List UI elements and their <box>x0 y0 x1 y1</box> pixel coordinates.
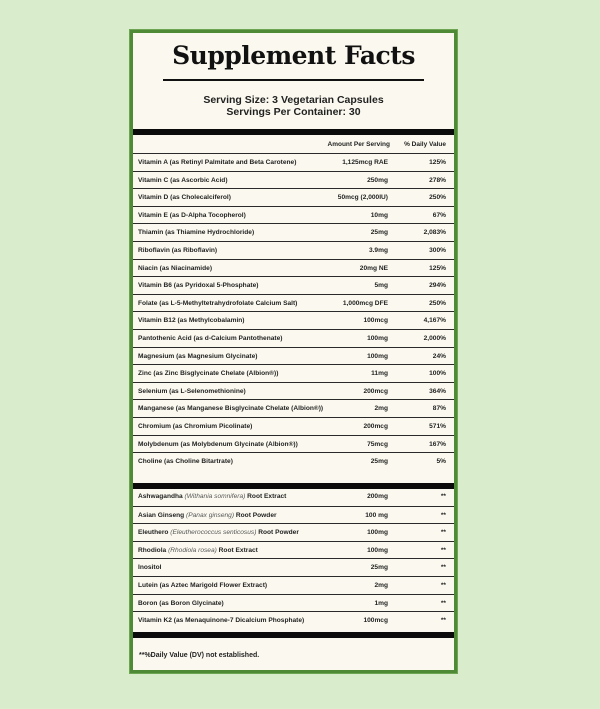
table-row <box>133 382 454 400</box>
table-row <box>133 488 454 506</box>
title-divider <box>163 79 424 81</box>
amount-per-serving: 100mg <box>367 334 388 342</box>
daily-value: 364% <box>429 387 446 395</box>
dv-header: % Daily Value <box>404 141 446 148</box>
ingredient-latin-name: (Eleutherococcus senticosus) <box>170 529 257 537</box>
ingredient-common-name: Asian Ginseng <box>138 511 185 519</box>
ingredient-name: Vitamin D (as Cholecalciferol) <box>138 194 231 202</box>
ingredient-name: Chromium (as Chromium Picolinate) <box>138 422 253 430</box>
ingredient-name <box>138 493 286 500</box>
table-row <box>133 171 454 189</box>
table-row <box>133 541 454 559</box>
amount-per-serving: 2mg <box>374 581 388 589</box>
ingredient-name: Zinc (as Zinc Bisglycinate Chelate (Albion®)) <box>138 370 279 378</box>
ingredient-name: Vitamin E (as D-Alpha Tocopherol) <box>138 211 246 219</box>
vitamin-table <box>133 153 454 470</box>
other-ingredients-table <box>133 488 454 629</box>
table-row <box>133 206 454 224</box>
ingredient-name: Vitamin C (as Ascorbic Acid) <box>138 176 228 184</box>
daily-value: 5% <box>436 458 446 466</box>
ingredient-name: Lutein (as Aztec Marigold Flower Extract) <box>138 581 268 589</box>
table-row <box>133 347 454 365</box>
ingredient-form: Root Extract <box>247 493 287 500</box>
daily-value: 250% <box>429 299 446 307</box>
amount-per-serving: 11mg <box>371 370 388 378</box>
table-row <box>133 506 454 524</box>
ingredient-name: Folate (as L-5-Methyltetrahydrofolate Calcium Salt) <box>138 299 298 307</box>
table-row <box>133 611 454 629</box>
daily-value: 294% <box>429 282 446 290</box>
table-row <box>133 241 454 259</box>
table-row <box>133 259 454 277</box>
ingredient-name <box>138 547 258 554</box>
ingredient-latin-name: (Panax ginseng) <box>186 511 235 519</box>
daily-value: 4,167% <box>423 317 446 325</box>
ingredient-name: Vitamin A (as Retinyl Palmitate and Beta Carotene) <box>138 159 297 166</box>
table-row <box>133 594 454 612</box>
table-row <box>133 223 454 241</box>
ingredient-name: Manganese (as Manganese Bisglycinate Chelate (Albion®)) <box>138 405 324 413</box>
amount-per-serving: 25mg <box>370 564 388 572</box>
table-row <box>133 452 454 470</box>
ingredient-name: Magnesium (as Magnesium Glycinate) <box>138 352 258 360</box>
table-row <box>133 523 454 541</box>
amount-per-serving: 100mcg <box>363 317 388 325</box>
daily-value: ** <box>440 546 446 554</box>
serving-size: Serving Size: 3 Vegetarian Capsules <box>203 94 384 106</box>
daily-value: ** <box>440 617 446 625</box>
ingredient-form: Root Extract <box>218 546 258 554</box>
amount-per-serving: 200mg <box>367 493 388 500</box>
amount-per-serving: 1mg <box>374 599 388 607</box>
amount-per-serving: 75mcg <box>367 440 388 448</box>
amount-per-serving: 100mg <box>367 529 388 537</box>
daily-value: ** <box>440 529 446 537</box>
table-row <box>133 558 454 576</box>
table-row <box>133 329 454 347</box>
daily-value: 24% <box>432 352 446 360</box>
ingredient-name: Boron (as Boron Glycinate) <box>138 599 224 607</box>
amount-per-serving: 20mg NE <box>359 264 388 272</box>
ingredient-name <box>138 512 277 519</box>
ingredient-latin-name: (Withania somnifera) <box>184 493 246 500</box>
thick-divider <box>133 129 454 135</box>
daily-value: 571% <box>429 422 446 430</box>
ingredient-name: Selenium (as L-Selenomethionine) <box>138 387 246 395</box>
daily-value: ** <box>440 511 446 519</box>
amount-per-serving: 25mg <box>370 458 388 466</box>
amount-per-serving: 100mg <box>367 352 388 360</box>
page-title: Supplement Facts <box>172 41 415 70</box>
ingredient-name: Vitamin K2 (as Menaquinone-7 Dicalcium Phosphate) <box>138 617 305 625</box>
table-row <box>133 153 454 171</box>
amount-per-serving: 200mcg <box>363 422 388 430</box>
daily-value: 125% <box>429 264 446 272</box>
table-row <box>133 294 454 312</box>
thick-divider <box>133 632 454 638</box>
column-header <box>133 137 454 153</box>
daily-value: ** <box>440 581 446 589</box>
daily-value: 167% <box>429 440 446 448</box>
daily-value: ** <box>440 599 446 607</box>
ingredient-latin-name: (Rhodiola rosea) <box>168 546 217 554</box>
supplement-facts-panel <box>130 30 457 673</box>
ingredient-name: Pantothenic Acid (as d-Calcium Pantothenate) <box>138 334 283 342</box>
amount-per-serving: 1,125mcg RAE <box>342 159 388 166</box>
daily-value: 278% <box>429 176 446 184</box>
serving-info <box>133 94 454 118</box>
daily-value: 100% <box>429 370 446 378</box>
ingredient-name <box>138 529 299 536</box>
amount-per-serving: 10mg <box>370 211 388 219</box>
amount-per-serving: 3.9mg <box>368 246 388 254</box>
amount-header: Amount Per Serving <box>327 141 390 148</box>
ingredient-name: Vitamin B6 (as Pyridoxal 5-Phosphate) <box>138 282 259 290</box>
table-row <box>133 276 454 294</box>
amount-per-serving: 100 mg <box>365 511 388 519</box>
ingredient-name: Molybdenum (as Molybdenum Glycinate (Albion®)) <box>138 440 298 448</box>
amount-per-serving: 200mcg <box>363 387 388 395</box>
footnote: **%Daily Value (DV) not established. <box>139 652 260 659</box>
amount-per-serving: 5mg <box>374 282 388 290</box>
ingredient-common-name: Ashwagandha <box>138 493 183 500</box>
ingredient-name: Choline (as Choline Bitartrate) <box>138 458 233 466</box>
ingredient-name: Thiamin (as Thiamine Hydrochloride) <box>138 229 255 237</box>
table-row <box>133 417 454 435</box>
ingredient-form: Root Powder <box>258 529 299 537</box>
table-row <box>133 188 454 206</box>
ingredient-name: Vitamin B12 (as Methylcobalamin) <box>138 317 245 325</box>
table-row <box>133 399 454 417</box>
daily-value: 125% <box>429 159 446 166</box>
table-row <box>133 364 454 382</box>
ingredient-common-name: Rhodiola <box>138 546 167 554</box>
amount-per-serving: 1,000mcg DFE <box>342 299 388 307</box>
daily-value: 87% <box>432 405 446 413</box>
table-row <box>133 576 454 594</box>
amount-per-serving: 100mg <box>367 546 388 554</box>
amount-per-serving: 100mcg <box>363 617 388 625</box>
daily-value: ** <box>440 493 446 500</box>
daily-value: 250% <box>429 194 446 202</box>
ingredient-common-name: Eleuthero <box>138 529 169 537</box>
daily-value: 300% <box>429 246 446 254</box>
amount-per-serving: 50mcg (2,000IU) <box>337 194 388 202</box>
ingredient-name: Inositol <box>138 564 162 572</box>
table-row <box>133 311 454 329</box>
ingredient-name: Niacin (as Niacinamide) <box>138 264 213 272</box>
amount-per-serving: 250mg <box>367 176 388 184</box>
daily-value: 67% <box>432 211 446 219</box>
amount-per-serving: 2mg <box>374 405 388 413</box>
table-row <box>133 435 454 453</box>
servings-per-container: Servings Per Container: 30 <box>226 106 361 118</box>
daily-value: 2,083% <box>423 229 446 237</box>
daily-value: ** <box>440 564 446 572</box>
ingredient-form: Root Powder <box>235 511 277 519</box>
ingredient-name: Riboflavin (as Riboflavin) <box>138 246 218 254</box>
amount-per-serving: 25mg <box>370 229 388 237</box>
daily-value: 2,000% <box>423 334 446 342</box>
